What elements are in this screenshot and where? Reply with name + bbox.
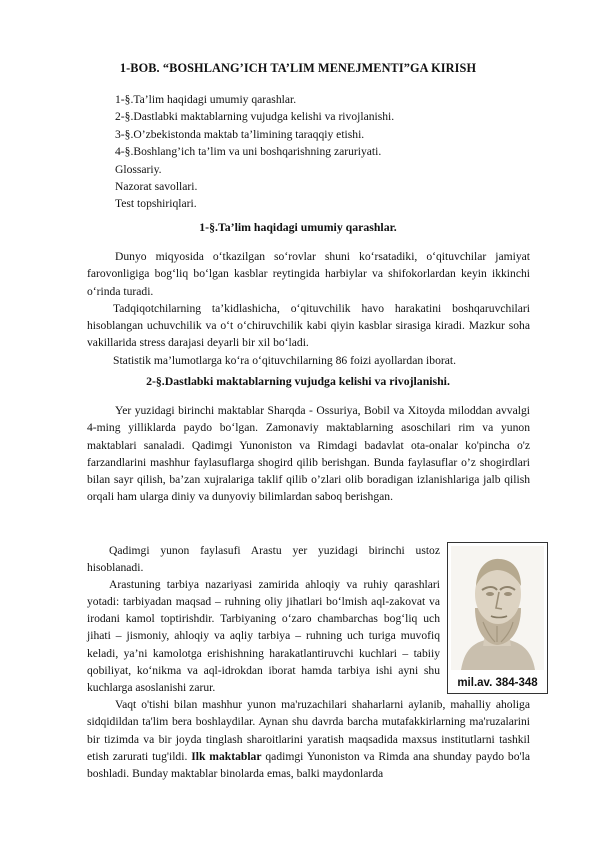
paragraph-text: qadimgi Yunoniston va Rimda ana shunday paydo bo'la boshladi. Bunday maktablar binolarda emas, balki maydonlarda — [87, 749, 530, 781]
section-2-continuation — [87, 696, 530, 782]
figure-caption: mil.av. 384-348 — [457, 677, 538, 689]
paragraph: Statistik ma’lumotlarga ko‘ra o‘qituvchilarning 86 foizi ayollardan iborat. — [113, 353, 457, 367]
toc-item: Test topshiriqlari. — [115, 197, 197, 211]
aristotle-bust-figure — [447, 542, 548, 694]
paragraph: Yer yuzidagi birinchi maktablar Sharqda - Ossuriya, Bobil va Xitoyda miloddan avvalgi 4-ming yilliklarda paydo bo‘lgan. Zamonaviy maktablarning asoschilari rim va yunon maktablari sanaladi. Qadimgi Yunoniston va Rimdagi badavlat ota-onalar ko'pincha o'z farzandlarini mashhur faylasuflarga shogird qilib berishgan. Bunda faylasuflar o’z shogirdlari bilan sayr qilish, ba’zan xujralariga taklif qilib o’zlari olib boradigan izlanishlariga jalb qilish orqali ham ularga diniy va dunyoviy bilimlardan saboq berishgan. — [87, 404, 530, 504]
toc-item: 2-§.Dastlabki maktablarning vujudga kelishi va rivojlanishi. — [115, 110, 395, 124]
toc-item: 1-§.Ta’lim haqidagi umumiy qarashlar. — [115, 93, 297, 106]
table-of-contents — [115, 91, 394, 213]
section-1-body — [87, 248, 530, 369]
bold-term: Ilk maktablar — [191, 749, 262, 763]
section-2-heading: 2-§.Dastlabki maktablarning vujudga kelishi va rivojlanishi. — [146, 374, 450, 388]
toc-item: 4-§.Boshlang’ich ta’lim va uni boshqarishning zaruriyati. — [115, 145, 382, 159]
section-2-intro — [87, 402, 530, 506]
paragraph-text: Vaqt o'tishi bilan mashhur yunon ma'ruzachilari shaharlarni aylanib, mahalliy aholiga sidqidildan ta'lim bera boshlaydilar. Aynan shu davrda barcha mutafakkirlarning ma'ruzalarini bir tizimda va bir joyda tinglash sharoitlarini yaratish maqsadida maxsus institutlarni tashkil etish zarurati tug'ildi. — [87, 698, 530, 763]
paragraph: Arastuning tarbiya nazariyasi zamirida ahloqiy va ruhiy qarashlari yotadi: tarbiyadan maqsad – ruhning oliy jihatlari bo‘lmish aql-zakovat va irodani kamol toptirishdir. Tarbiyaning o‘zaro chambarchas bog‘liq uch jihati – jismoniy, ahloqiy va aqliy tarbiya – ruhning uch turiga muvofiq keladi, ya’ni kamolotga erishishning harakatlantiruvchi kuchlari – tabiiy qobiliyat, ko‘nikma va aql-idrokdan iborat hamda tarbiya ishi ayni shu kuchlarga asoslanishi zarur. — [87, 578, 440, 694]
toc-item: Nazorat savollari. — [115, 180, 198, 194]
aristotle-bust-image — [451, 546, 544, 670]
paragraph: Qadimgi yunon faylasufi Arastu yer yuzidagi birinchi ustoz hisoblanadi. — [87, 544, 440, 575]
paragraph: Tadqiqotchilarning ta’kidlashicha, o‘qituvchilik havo harakatini boshqaruvchilari hisoblangan uchuvchilik va o‘t o‘chiruvchilik kabi qiyin kasblar sirasiga kiradi. Mazkur soha vakillarida stress darajasi deyarli bir xil bo‘ladi. — [87, 301, 530, 350]
toc-item: 3-§.O’zbekistonda maktab ta’limining taraqqiy etishi. — [115, 127, 365, 141]
toc-item: Glossariy. — [115, 162, 162, 176]
paragraph: Dunyo miqyosida o‘tkazilgan so‘rovlar shuni ko‘rsatadiki, o‘qituvchilar jamiyat farovonligiga bog‘liq bo‘lgan kasblar reytingida harbiylar va shifokorlardan keyin ikkinchi o‘rinda turadi. — [87, 250, 530, 298]
paragraph — [87, 696, 530, 782]
section-1-heading: 1-§.Ta’lim haqidagi umumiy qarashlar. — [199, 220, 397, 234]
section-2-wrapped-text — [87, 542, 440, 696]
chapter-title: 1-BOB. “BOSHLANG’ICH TA’LIM MENEJMENTI”GA KIRISH — [119, 61, 477, 75]
